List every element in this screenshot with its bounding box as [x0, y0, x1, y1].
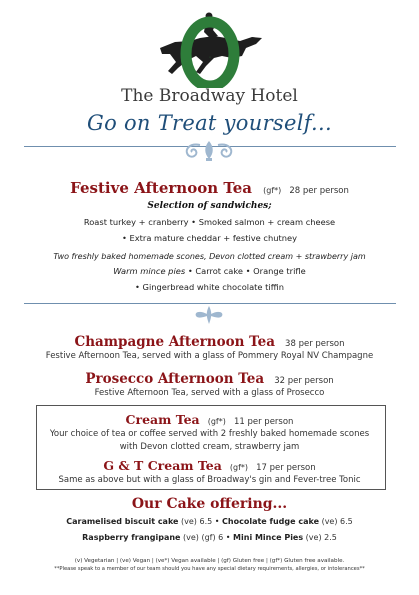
tagline: Go on Treat yourself...: [87, 111, 332, 135]
cake-sep-1: •: [214, 517, 220, 526]
festive-diet: (gf*): [263, 186, 282, 195]
hotel-logo: [0, 8, 419, 88]
cream-tea-diet: (gf*): [207, 417, 226, 426]
gt-title-line: [0, 457, 419, 476]
champagne-title: Champagne Afternoon Tea: [74, 334, 275, 350]
hotel-name: The Broadway Hotel: [121, 86, 298, 106]
cake-item4-name: Mini Mince Pies: [233, 533, 304, 542]
cake-sep-2: •: [225, 533, 231, 542]
cake-item1-name: Caramelised biscuit cake: [66, 517, 179, 526]
cake-item4-price: 2.5: [324, 533, 337, 542]
prosecco-desc: Festive Afternoon Tea, served with a glass of Prosecco: [94, 388, 325, 398]
cake-line-2: [0, 533, 419, 542]
scones-line: Two freshly baked homemade scones, Devon clotted cream + strawberry jam: [53, 252, 366, 261]
cake-line-1: [0, 517, 419, 526]
cake-heading: Our Cake offering...: [131, 496, 288, 512]
festive-title: Festive Afternoon Tea: [70, 179, 253, 197]
cream-tea-title: Cream Tea: [125, 412, 200, 427]
cake-item4-tags: (ve): [305, 533, 322, 542]
champagne-desc: Festive Afternoon Tea, served with a glass of Pommery Royal NV Champagne: [45, 351, 374, 361]
cake-item2-name: Chocolate fudge cake: [222, 517, 320, 526]
cake-item1-tags: (ve): [181, 517, 197, 526]
sweets-italic: Warm mince pies: [113, 266, 186, 276]
sweets-line: [0, 265, 419, 278]
cake-item2-tags: (ve): [321, 517, 338, 526]
tiffin-line: • Gingerbread white chocolate tiffin: [135, 282, 284, 292]
prosecco-title-line: [0, 369, 419, 390]
prosecco-price: 32 per person: [274, 376, 334, 386]
gt-diet: (gf*): [229, 463, 249, 472]
dietary-note: **Please speak to a member of our team should you have any special dietary requirements, allergies, or intolerances**: [54, 566, 365, 572]
dietary-legend: (v) Vegetarian | (ve) Vegan | (ve*) Vegan available | (gf) Gluten free | (gf*) Gluten free available.: [74, 558, 345, 564]
fleur-ornament-icon: [0, 304, 419, 326]
sandwich-subhead: Selection of sandwiches;: [147, 201, 272, 211]
gt-title: G & T Cream Tea: [103, 458, 222, 473]
gt-price: 17 per person: [256, 463, 316, 473]
sandwich-line-1: Roast turkey + cranberry • Smoked salmon + cream cheese: [83, 217, 336, 227]
flourish-ornament-icon: [0, 139, 419, 163]
cream-tea-desc-2: with Devon clotted cream, strawberry jam: [119, 442, 300, 452]
festive-price: 28 per person: [289, 186, 349, 196]
gt-desc: Same as above but with a glass of Broadway's gin and Fever-tree Tonic: [58, 475, 361, 485]
sandwich-line-2: • Extra mature cheddar + festive chutney: [121, 233, 298, 243]
cake-item3-tags: (ve) (gf): [183, 533, 216, 542]
prosecco-title: Prosecco Afternoon Tea: [85, 371, 265, 387]
sweets-rest: • Carrot cake • Orange trifle: [185, 266, 306, 276]
svg-text:O: O: [209, 57, 211, 59]
horse-rider-logo-icon: [0, 8, 419, 88]
champagne-price: 38 per person: [285, 339, 345, 349]
cake-item2-price: 6.5: [340, 517, 353, 526]
cake-item3-name: Raspberry frangipane: [82, 533, 181, 542]
festive-title-line: [0, 178, 419, 201]
cream-tea-price: 11 per person: [233, 417, 294, 427]
champagne-title-line: [0, 332, 419, 353]
cake-item3-price: 6: [218, 533, 224, 542]
cake-item1-price: 6.5: [199, 517, 213, 526]
cream-tea-desc-1: Your choice of tea or coffee served with 2 freshly baked homemade scones: [49, 429, 370, 439]
cream-tea-title-line: [0, 411, 419, 430]
